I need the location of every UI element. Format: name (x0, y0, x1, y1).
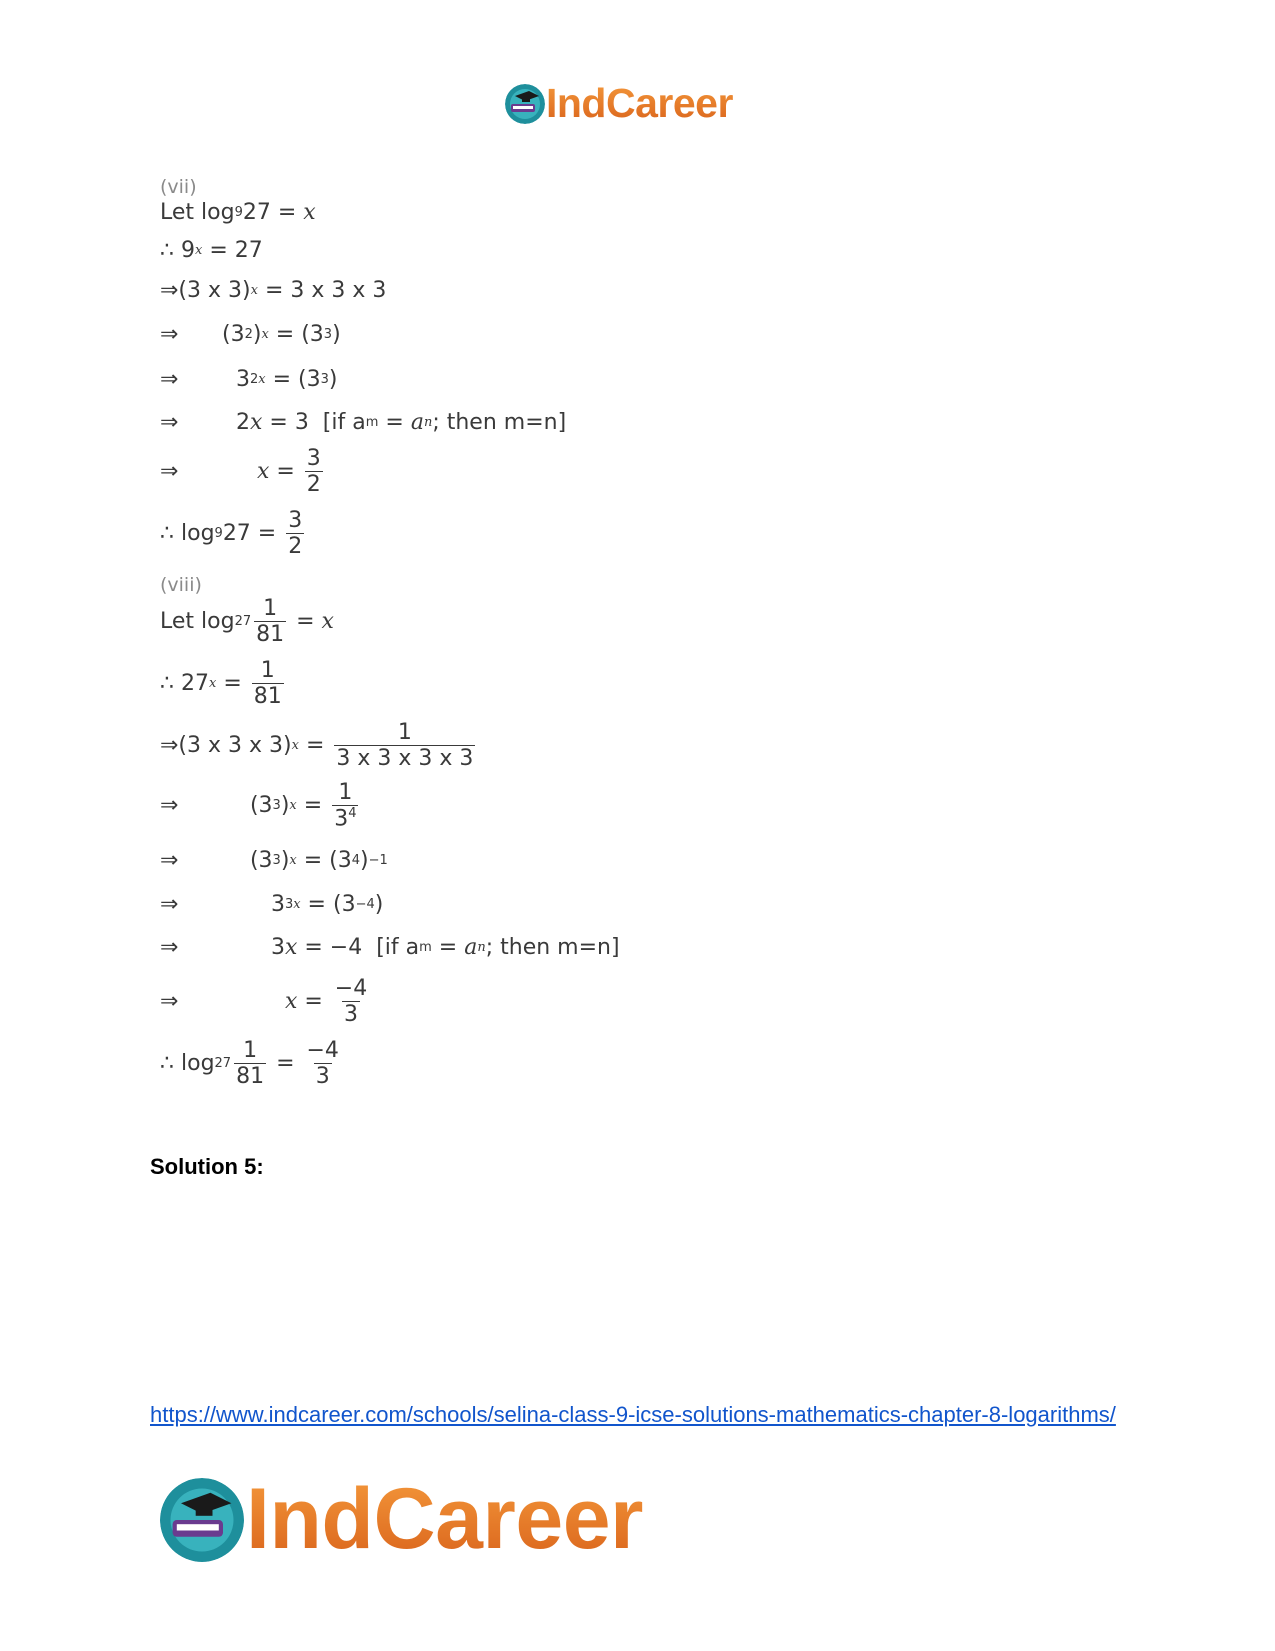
math-line: ⇒ (3 3 ) x = (3 4 ) −1 (160, 848, 388, 873)
part-label-vii: (vii) (160, 176, 197, 198)
math-line: Let log 9 27 = x (160, 200, 316, 225)
math-line: ⇒ 2 x = 3 [if a m = a n ; then m=n] (160, 410, 567, 435)
math-line: ∴ 27 x = $\frac{1}{81}$ (160, 658, 282, 709)
indcareer-wordmark: IndCareer (246, 1471, 643, 1567)
math-line: ⇒ 3 2x = (3 3 ) (160, 367, 338, 392)
math-line: ⇒ (3 3 ) x = $\frac{1}{3^4}$ (160, 780, 357, 832)
indcareer-logo-bottom (160, 1470, 643, 1569)
math-line: ⇒(3 x 3 x 3) x = $\frac{1}{3 x 3 x 3 x 3}$ (160, 720, 474, 771)
math-line: ⇒ (3 2 ) x = (3 3 ) (160, 322, 341, 347)
math-line: ⇒ x = $\frac{-4}{3}$ (160, 976, 368, 1027)
indcareer-wordmark: IndCareer (546, 80, 733, 126)
math-line: ⇒(3 x 3) x = 3 x 3 x 3 (160, 278, 387, 303)
graduation-globe-icon (505, 84, 545, 124)
part-label-viii: (viii) (160, 574, 202, 596)
solution-heading: Solution 5: (150, 1154, 264, 1179)
math-line: ⇒ 3 x = −4 [if a m = a n ; then m=n] (160, 935, 620, 960)
math-line: ∴ log 27 $\frac{1}{81}$ = $\frac{-4}{3}$ (160, 1038, 339, 1089)
math-line: ⇒ x = $\frac{3}{2}$ (160, 446, 321, 497)
indcareer-logo-top (505, 80, 733, 127)
math-line: Let log 27 $\frac{1}{81}$ = x (160, 596, 334, 647)
math-line: ⇒ 3 3x = (3 −4 ) (160, 892, 384, 917)
footer-link[interactable]: https://www.indcareer.com/schools/selina-class-9-icse-solutions-mathematics-chapter-8-logarithms/ (150, 1402, 1116, 1427)
graduation-globe-icon (160, 1478, 244, 1562)
math-line: ∴ 9 x = 27 (160, 238, 263, 263)
math-line: ∴ log 9 27 = $\frac{3}{2}$ (160, 508, 303, 559)
